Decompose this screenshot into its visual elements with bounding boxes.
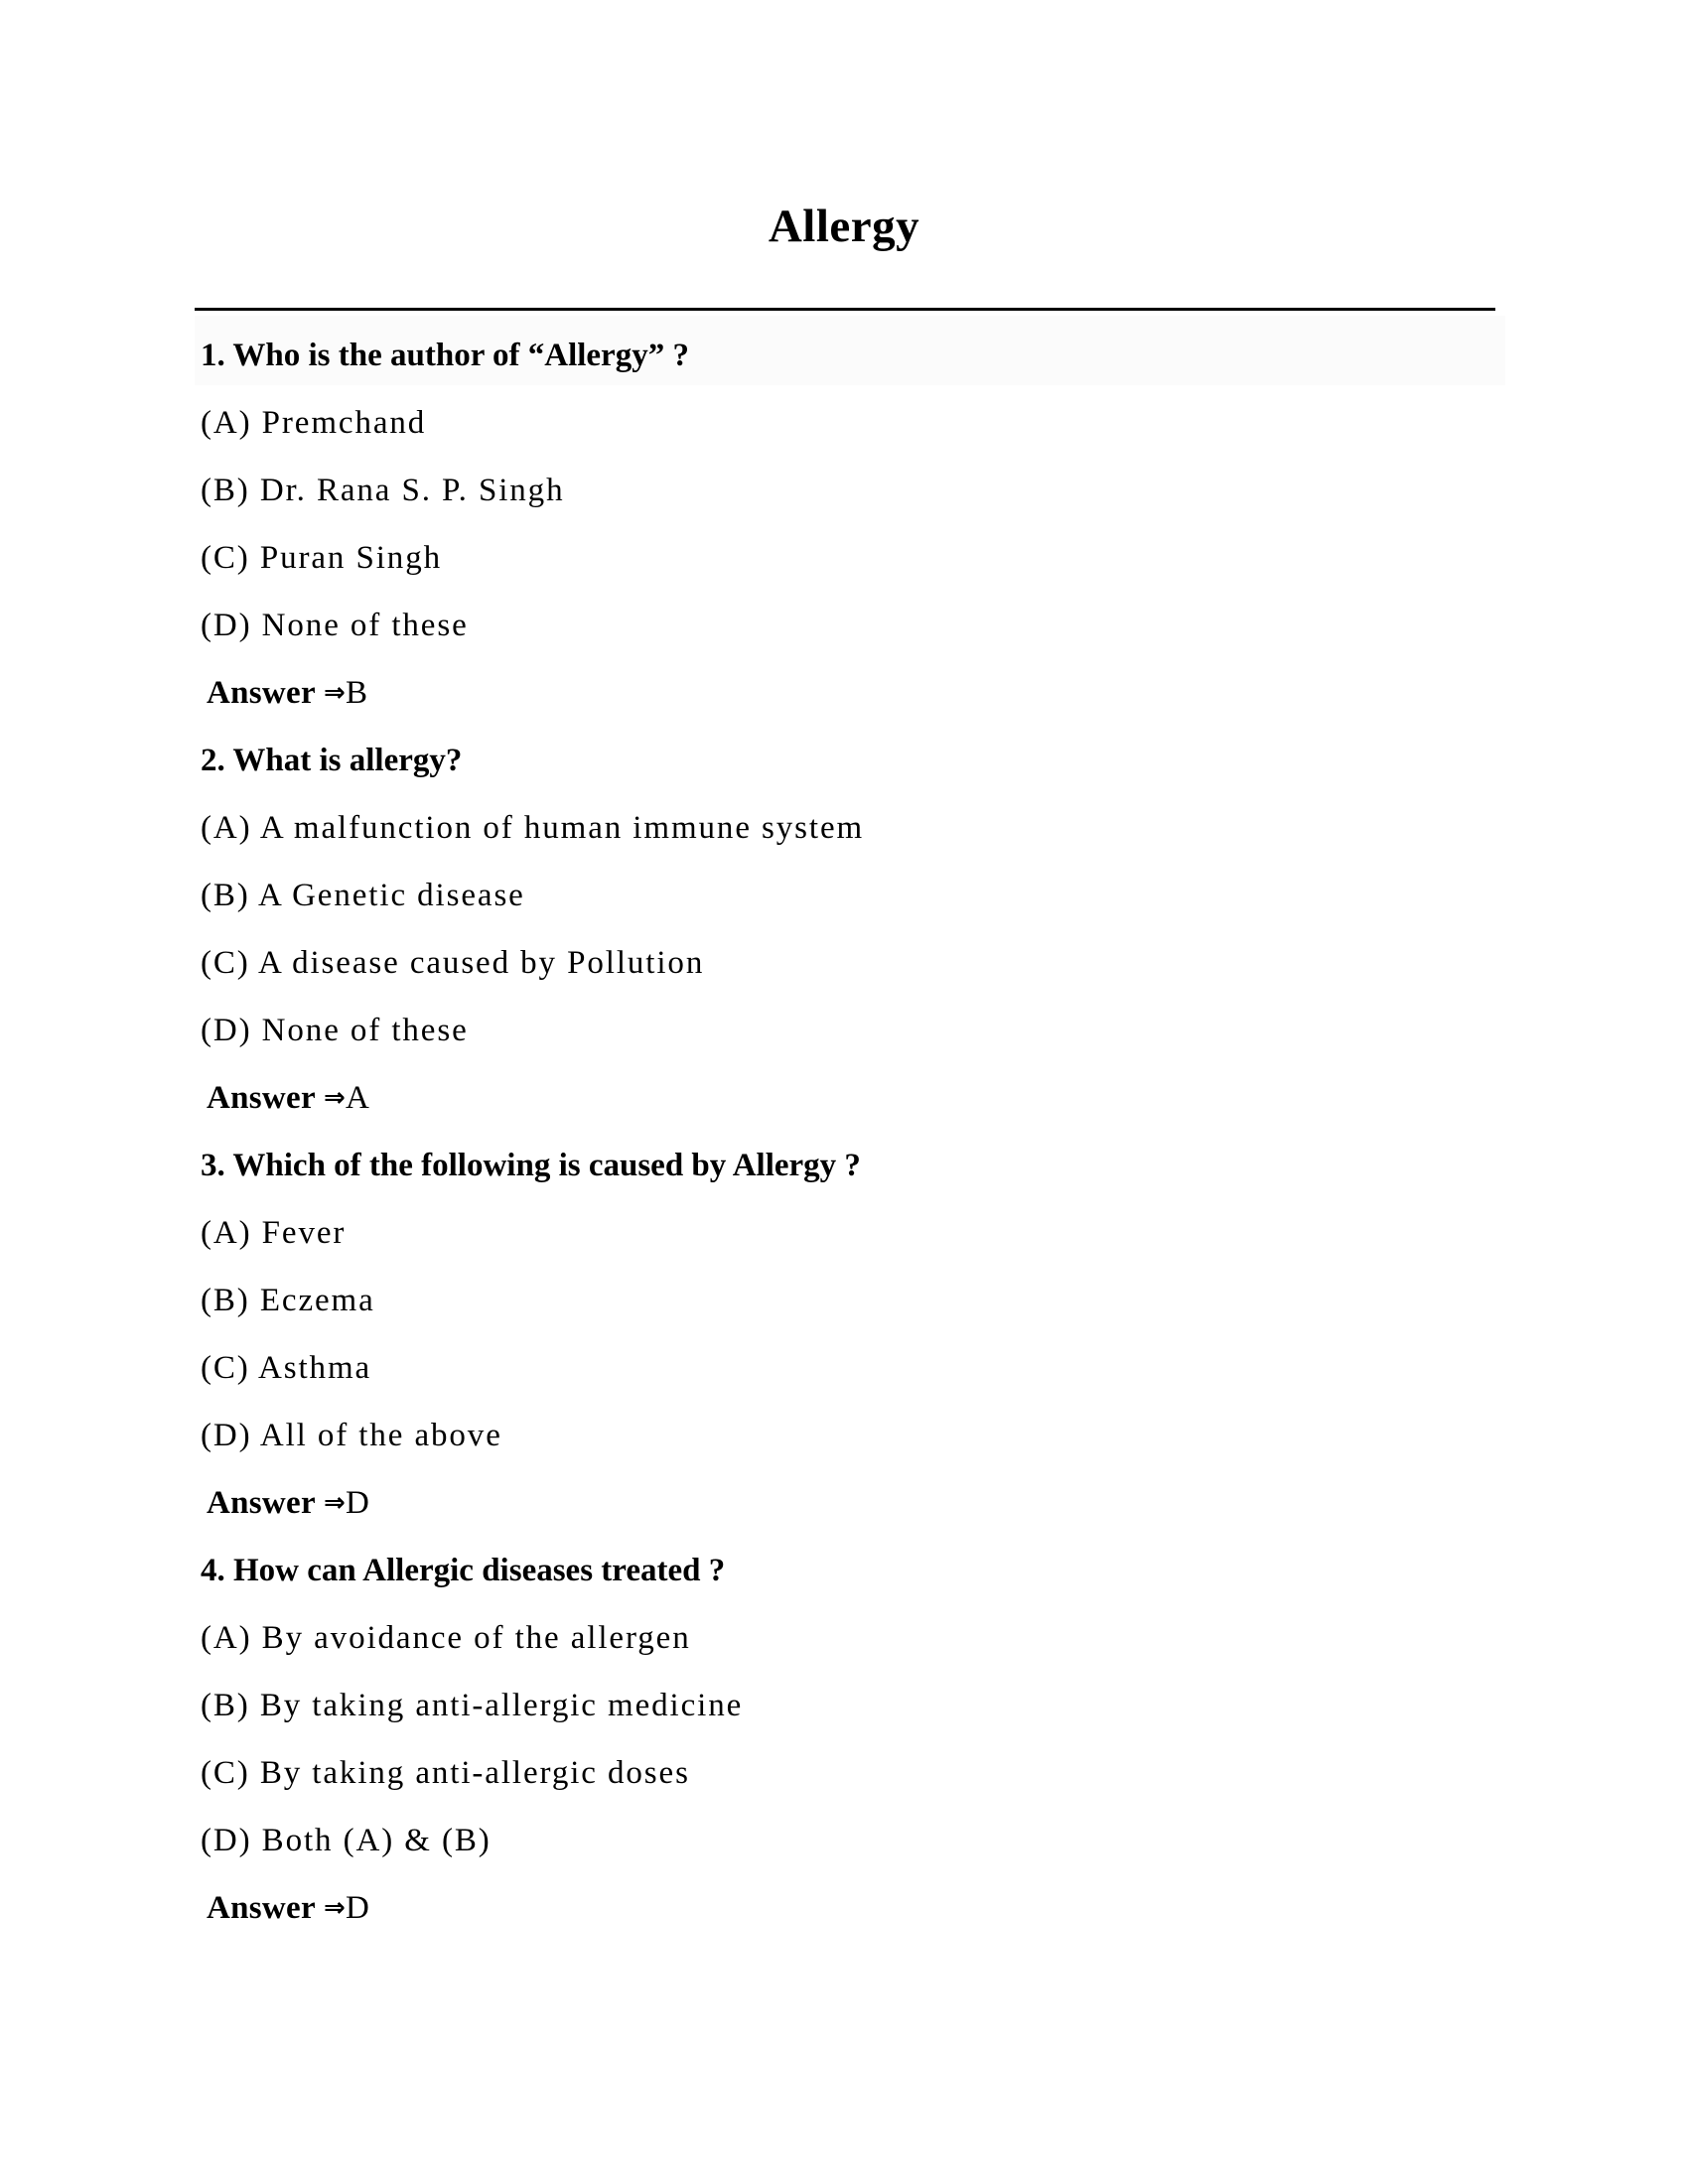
- double-right-arrow-icon: ⇒: [323, 1488, 347, 1518]
- answer-label: Answer: [207, 1080, 316, 1116]
- question-2-answer: [207, 1076, 369, 1120]
- title-divider: [195, 308, 1495, 311]
- question-1-answer: [207, 671, 367, 715]
- question-4-option-c: (C) By taking anti-allergic doses: [201, 1755, 690, 1791]
- question-4: 4. How can Allergic diseases treated ?: [201, 1553, 726, 1588]
- answer-value: B: [346, 675, 368, 711]
- answer-value: D: [346, 1485, 370, 1521]
- question-1-option-d: (D) None of these: [201, 608, 469, 643]
- question-3-option-d: (D) All of the above: [201, 1418, 502, 1453]
- question-3-answer: [207, 1481, 369, 1525]
- question-2-option-b: (B) A Genetic disease: [201, 878, 525, 913]
- question-3-option-b: (B) Eczema: [201, 1283, 375, 1318]
- question-4-option-d: (D) Both (A) & (B): [201, 1823, 492, 1858]
- question-3-option-a: (A) Fever: [201, 1215, 347, 1251]
- question-2-option-d: (D) None of these: [201, 1013, 469, 1048]
- answer-value: D: [346, 1890, 370, 1926]
- answer-label: Answer: [207, 1890, 316, 1926]
- double-right-arrow-icon: ⇒: [323, 1083, 347, 1113]
- question-4-option-a: (A) By avoidance of the allergen: [201, 1620, 691, 1656]
- question-2-option-a: (A) A malfunction of human immune system: [201, 810, 865, 846]
- page-title: Allergy: [768, 201, 920, 252]
- question-1: 1. Who is the author of “Allergy” ?: [201, 338, 689, 373]
- question-1-option-c: (C) Puran Singh: [201, 540, 442, 576]
- double-right-arrow-icon: ⇒: [323, 678, 347, 708]
- answer-label: Answer: [207, 675, 316, 711]
- question-4-answer: [207, 1886, 369, 1930]
- double-right-arrow-icon: ⇒: [323, 1893, 347, 1923]
- question-2-option-c: (C) A disease caused by Pollution: [201, 945, 705, 981]
- question-3-option-c: (C) Asthma: [201, 1350, 372, 1386]
- question-2: 2. What is allergy?: [201, 743, 463, 778]
- answer-label: Answer: [207, 1485, 316, 1521]
- answer-value: A: [346, 1080, 370, 1116]
- question-1-option-a: (A) Premchand: [201, 405, 427, 441]
- question-4-option-b: (B) By taking anti-allergic medicine: [201, 1688, 744, 1723]
- question-3: 3. Which of the following is caused by Allergy ?: [201, 1148, 861, 1183]
- question-1-option-b: (B) Dr. Rana S. P. Singh: [201, 473, 565, 508]
